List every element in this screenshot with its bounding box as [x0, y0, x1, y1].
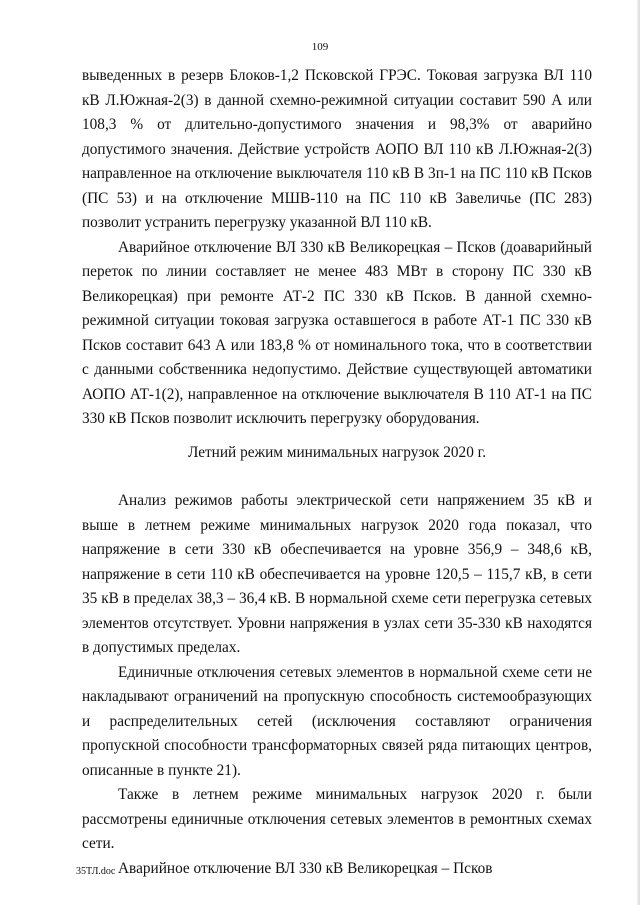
paragraph: Аварийное отключение ВЛ 330 кВ Великорецкая – Псков (доаварийный переток по линии составляет не менее 483 МВт в сторону ПС 330 кВ Великорецкая) при ремонте АТ-2 ПС 330 кВ Псков. В данной схемно-режимной ситуации токовая загрузка оставшегося в работе АТ-1 ПС 330 кВ Псков составит 643 А или 183,8 % от номинального тока, что в соответствии с данными собственника недопустимо. Действие существующей автоматики АОПО АТ-1(2), направленное на отключение выключателя В 110 АТ-1 на ПС 330 кВ Псков позволит исключить перегрузку оборудования. — [82, 238, 592, 427]
page-number: 109 — [311, 41, 329, 53]
section-heading: Летний режим минимальных нагрузок 2020 г. — [187, 444, 487, 461]
paragraph: Также в летнем режиме минимальных нагрузок 2020 г. были рассмотрены единичные отключения сетевых элементов в ремонтных схемах сети. — [82, 786, 592, 852]
text-block-top — [82, 64, 592, 432]
paragraph: Единичные отключения сетевых элементов в нормальной схеме сети не накладывают ограничений на пропускную способность системообразующих и распределительных сетей (исключения составляют ограничения пропускной способности трансформаторных связей ряда питающих центров, описанные в пункте 21). — [82, 663, 592, 779]
footer-filename: 35ТЛ.doc — [76, 866, 116, 877]
paragraph-last: Аварийное отключение ВЛ 330 кВ Великорецкая – Псков — [118, 859, 493, 877]
text-block-bottom — [82, 489, 592, 881]
paragraph: Анализ режимов работы электрической сети напряжением 35 кВ и выше в летнем режиме минимальных нагрузок 2020 года показал, что напряжение в сети 330 кВ обеспечивается на уровне 356,9 – 348,6 кВ, напряжение в сети 110 кВ обеспечивается на уровне 120,5 – 115,7 кВ, в сети 35 кВ в пределах 38,3 – 36,4 кВ. В нормальной схеме сети перегрузка сетевых элементов отсутствует. Уровни напряжения в узлах сети 35-330 кВ находятся в допустимых пределах. — [82, 492, 592, 656]
paragraph-continuation: выведенных в резерв Блоков-1,2 Псковской ГРЭС. Токовая загрузка ВЛ 110 кВ Л.Южная-2(3) в данной схемно-режимной ситуации составит 590 А или 108,3 % от длительно-допустимого значения и 98,3% от аварийно допустимого значения. Действие устройств АОПО ВЛ 110 кВ Л.Южная-2(3) направленное на отключение выключателя 110 кВ В 3п-1 на ПС 110 кВ Псков (ПС 53) и на отключение МШВ-110 на ПС 110 кВ Завеличье (ПС 283) позволит устранить перегрузку указанной ВЛ 110 кВ. — [82, 67, 592, 231]
